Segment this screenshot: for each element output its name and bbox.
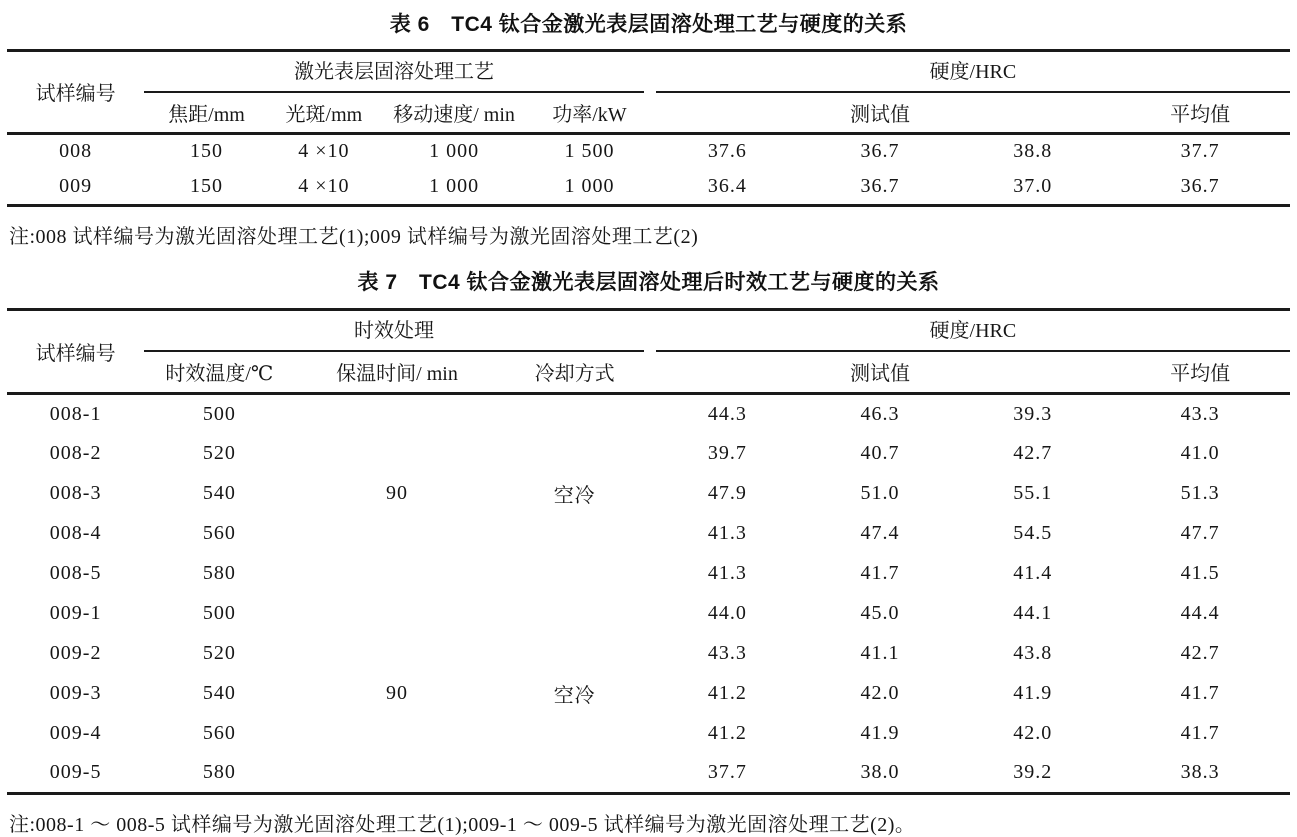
cell: 42.7 <box>1180 642 1220 664</box>
table-row <box>7 434 1290 474</box>
cell: 1 000 <box>429 174 480 197</box>
cell: 42.0 <box>1013 722 1053 744</box>
cell: 54.5 <box>1013 522 1053 544</box>
cell: 空冷 <box>553 685 596 707</box>
sample-id-cell: 009-2 <box>49 642 102 664</box>
table7-header-test-value: 测试值 <box>650 352 1111 394</box>
cell: 540 <box>202 482 236 504</box>
cell: 45.0 <box>860 602 900 624</box>
cell: 90 <box>386 682 408 704</box>
cell: 55.1 <box>1013 482 1053 504</box>
cell: 44.0 <box>707 602 747 624</box>
table6-sub-header-row <box>7 93 1290 133</box>
sample-id-cell: 009-3 <box>49 682 102 704</box>
sample-id-cell: 008-5 <box>49 562 102 584</box>
cell: 150 <box>189 140 223 163</box>
cell: 1 000 <box>429 140 480 163</box>
cell <box>500 394 650 434</box>
sample-id-cell: 008-2 <box>49 442 102 464</box>
table-7 <box>7 308 1290 796</box>
table-row <box>7 594 1290 634</box>
cell: 51.0 <box>860 482 900 504</box>
cell: 43.3 <box>707 642 747 664</box>
sample-id-cell: 008-4 <box>49 522 102 544</box>
cell: 42.7 <box>1013 442 1053 464</box>
cell: 41.1 <box>860 642 900 664</box>
cell: 47.7 <box>1180 522 1220 544</box>
cell: 580 <box>202 761 236 784</box>
cell: 36.7 <box>860 140 900 163</box>
table6-group-header-row <box>7 51 1290 94</box>
cell: 47.4 <box>860 522 900 544</box>
cell: 4 ×10 <box>298 174 350 197</box>
cell: 43.3 <box>1180 402 1220 425</box>
table-6 <box>7 49 1290 207</box>
cell: 520 <box>202 642 236 664</box>
cell: 46.3 <box>860 402 900 425</box>
cell: 580 <box>202 562 236 584</box>
cell: 500 <box>202 402 236 425</box>
table-row <box>7 554 1290 594</box>
table6-title: 表 6 TC4 钛合金激光表层固溶处理工艺与硬度的关系 <box>389 13 908 36</box>
cell: 51.3 <box>1180 482 1220 504</box>
cell: 43.8 <box>1013 642 1053 664</box>
table6-note: 注:008 试样编号为激光固溶处理工艺(1);009 试样编号为激光固溶处理工艺(2) <box>9 225 699 248</box>
cell: 38.8 <box>1013 140 1053 163</box>
cell: 41.4 <box>1013 562 1053 584</box>
cell: 36.7 <box>860 174 900 197</box>
cell: 39.7 <box>707 442 747 464</box>
cell: 42.0 <box>860 682 900 704</box>
table7-header-hardness-group <box>650 309 1290 352</box>
cell <box>500 754 650 794</box>
cell <box>294 554 499 594</box>
cell: 38.3 <box>1180 761 1220 784</box>
table6-header-move-speed: 移动速度/ min <box>379 93 529 133</box>
cell: 47.9 <box>707 482 747 504</box>
cell <box>500 594 650 634</box>
cell: 38.0 <box>860 761 900 784</box>
cell: 41.3 <box>707 522 747 544</box>
table-row <box>7 169 1290 205</box>
table6-hardness-group-label: 硬度/HRC <box>656 52 1290 93</box>
cell: 41.9 <box>1013 682 1053 704</box>
cell <box>500 554 650 594</box>
cell <box>294 394 499 434</box>
table-row <box>7 634 1290 674</box>
sample-id-cell: 009-5 <box>49 761 102 784</box>
table7-header-average: 平均值 <box>1110 352 1290 394</box>
cell <box>500 514 650 554</box>
table6-header-power: 功率/kW <box>529 93 650 133</box>
sample-id-cell: 008-1 <box>49 402 102 425</box>
cell <box>500 714 650 754</box>
cell: 41.5 <box>1180 562 1220 584</box>
table7-note: 注:008-1 ～ 008-5 试样编号为激光固溶处理工艺(1);009-1 ～ 009-5 试样编号为激光固溶处理工艺(2)。 <box>9 814 916 836</box>
table-row <box>7 474 1290 514</box>
cell: 36.7 <box>1180 174 1220 197</box>
cell: 4 ×10 <box>298 140 350 163</box>
cell: 41.7 <box>1180 722 1220 744</box>
cell: 520 <box>202 442 236 464</box>
table7-title: 表 7 TC4 钛合金激光表层固溶处理后时效工艺与硬度的关系 <box>357 270 940 294</box>
table6-process-group-label: 激光表层固溶处理工艺 <box>144 52 643 93</box>
cell: 500 <box>202 602 236 624</box>
sample-id-cell: 009 <box>59 174 93 197</box>
cell: 44.3 <box>707 402 747 425</box>
table7-header-cooling-method: 冷却方式 <box>500 352 650 394</box>
cell: 39.3 <box>1013 402 1053 425</box>
cell <box>294 714 499 754</box>
cell <box>294 754 499 794</box>
cell: 41.2 <box>707 722 747 744</box>
table6-header-process-group <box>144 51 649 94</box>
cell: 560 <box>202 722 236 744</box>
cell <box>500 434 650 474</box>
table-row <box>7 133 1290 169</box>
table7-sub-header-row <box>7 352 1290 394</box>
cell: 40.7 <box>860 442 900 464</box>
cell: 41.2 <box>707 682 747 704</box>
table7-aging-group-label: 时效处理 <box>144 311 643 352</box>
cell: 37.6 <box>707 140 747 163</box>
sample-id-cell: 009-4 <box>49 722 102 744</box>
cell <box>294 434 499 474</box>
cell: 41.7 <box>1180 682 1220 704</box>
table7-group-header-row <box>7 309 1290 352</box>
cell: 37.7 <box>1180 140 1220 163</box>
table7-header-holding-time: 保温时间/ min <box>294 352 499 394</box>
cell <box>500 634 650 674</box>
cell: 41.0 <box>1180 442 1220 464</box>
cell: 44.4 <box>1180 602 1220 624</box>
cell: 540 <box>202 682 236 704</box>
cell: 37.7 <box>707 761 747 784</box>
cell: 37.0 <box>1013 174 1053 197</box>
table6-header-test-value: 测试值 <box>650 93 1111 133</box>
table6-header-hardness-group <box>650 51 1290 94</box>
cell: 41.9 <box>860 722 900 744</box>
table7-hardness-group-label: 硬度/HRC <box>656 311 1290 352</box>
cell: 36.4 <box>707 174 747 197</box>
cell: 41.3 <box>707 562 747 584</box>
cell: 41.7 <box>860 562 900 584</box>
cell: 90 <box>386 482 408 504</box>
cell: 1 000 <box>564 174 615 197</box>
cell: 39.2 <box>1013 761 1053 784</box>
table-row <box>7 394 1290 434</box>
cell: 44.1 <box>1013 602 1053 624</box>
table-row <box>7 714 1290 754</box>
table6-header-average: 平均值 <box>1110 93 1290 133</box>
cell: 空冷 <box>553 485 596 507</box>
table7-header-sample: 试样编号 <box>7 309 144 394</box>
cell <box>294 634 499 674</box>
cell <box>294 514 499 554</box>
cell: 150 <box>189 174 223 197</box>
table-row <box>7 754 1290 794</box>
cell: 1 500 <box>564 140 615 163</box>
table7-header-aging-group <box>144 309 649 352</box>
table6-header-focal-distance: 焦距/mm <box>144 93 268 133</box>
table-row <box>7 674 1290 714</box>
table6-header-spot-size: 光斑/mm <box>269 93 379 133</box>
cell: 560 <box>202 522 236 544</box>
sample-id-cell: 008-3 <box>49 482 102 504</box>
table7-header-aging-temp: 时效温度/℃ <box>144 352 294 394</box>
table-row <box>7 514 1290 554</box>
table6-header-sample: 试样编号 <box>7 51 144 134</box>
sample-id-cell: 008 <box>59 140 93 163</box>
cell <box>294 594 499 634</box>
sample-id-cell: 009-1 <box>49 602 102 624</box>
